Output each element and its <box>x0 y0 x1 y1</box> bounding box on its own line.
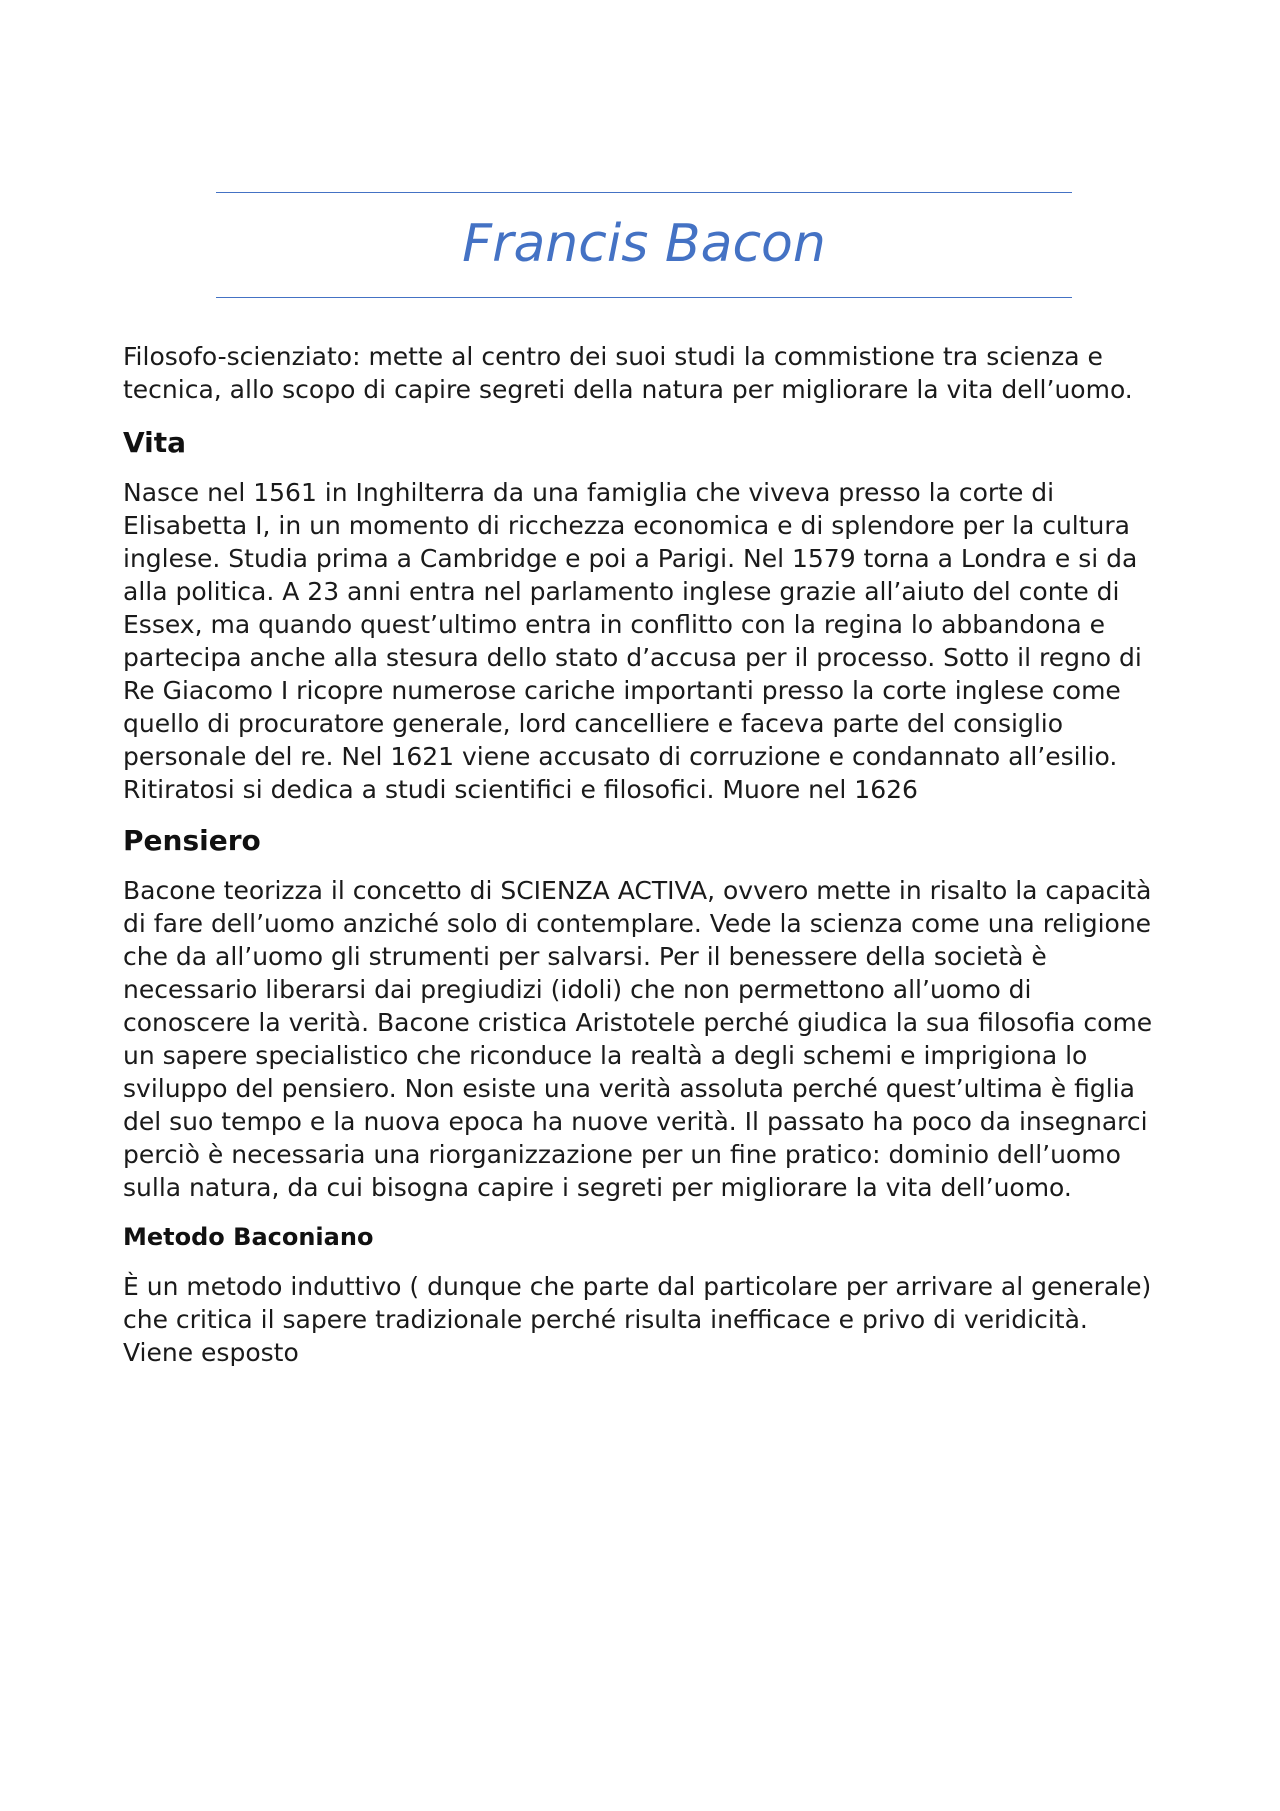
title-top-rule <box>216 192 1072 193</box>
intro-paragraph: Filosofo-scienziato: mette al centro dei suoi studi la commistione tra scienza e tecnica, allo scopo di capire segreti della natura per migliorare la vita dell’uomo. <box>123 342 1133 404</box>
section-heading-pensiero: Pensiero <box>123 824 261 857</box>
title-bottom-rule <box>216 297 1072 298</box>
section-heading-vita: Vita <box>123 426 187 459</box>
document-title: Francis Bacon <box>462 214 826 274</box>
section-text-pensiero: Bacone teorizza il concetto di SCIENZA ACTIVA, ovvero mette in risalto la capacità di fare dell’uomo anziché solo di contemplare. Vede la scienza come una religione che da all’uomo gli strumenti per salvarsi. Per il benessere della società è necessario liberarsi dai pregiudizi (idoli) che non permettono all’uomo di conoscere la verità. Bacone cristica Aristotele perché giudica la sua filosofia come un sapere specialistico che riconduce la realtà a degli schemi e imprigiona lo sviluppo del pensiero. Non esiste una verità assoluta perché quest’ultima è figlia del suo tempo e la nuova epoca ha nuove verità. Il passato ha poco da insegnarci perciò è necessaria una riorganizzazione per un fine pratico: dominio dell’uomo sulla natura, da cui bisogna capire i segreti per migliorare la vita dell’uomo. <box>123 876 1153 1202</box>
section-heading-metodo: Metodo Baconiano <box>123 1223 374 1251</box>
document-body <box>123 340 1163 1369</box>
section-text-metodo: È un metodo induttivo ( dunque che parte dal particolare per arrivare al generale) che critica il sapere tradizionale perché risulta inefficace e privo di veridicità. Viene esposto <box>123 1272 1152 1367</box>
section-text-vita: Nasce nel 1561 in Inghilterra da una famiglia che viveva presso la corte di Elisabetta I, in un momento di ricchezza economica e di splendore per la cultura inglese. Studia prima a Cambridge e poi a Parigi. Nel 1579 torna a Londra e si da alla politica. A 23 anni entra nel parlamento inglese grazie all’aiuto del conte di Essex, ma quando quest’ultimo entra in conflitto con la regina lo abbandona e partecipa anche alla stesura dello stato d’accusa per il processo. Sotto il regno di Re Giacomo I ricopre numerose cariche importanti presso la corte inglese come quello di procuratore generale, lord cancelliere e faceva parte del consiglio personale del re. Nel 1621 viene accusato di corruzione e condannato all’esilio. Ritiratosi si dedica a studi scientifici e filosofici. Muore nel 1626 <box>123 478 1142 804</box>
